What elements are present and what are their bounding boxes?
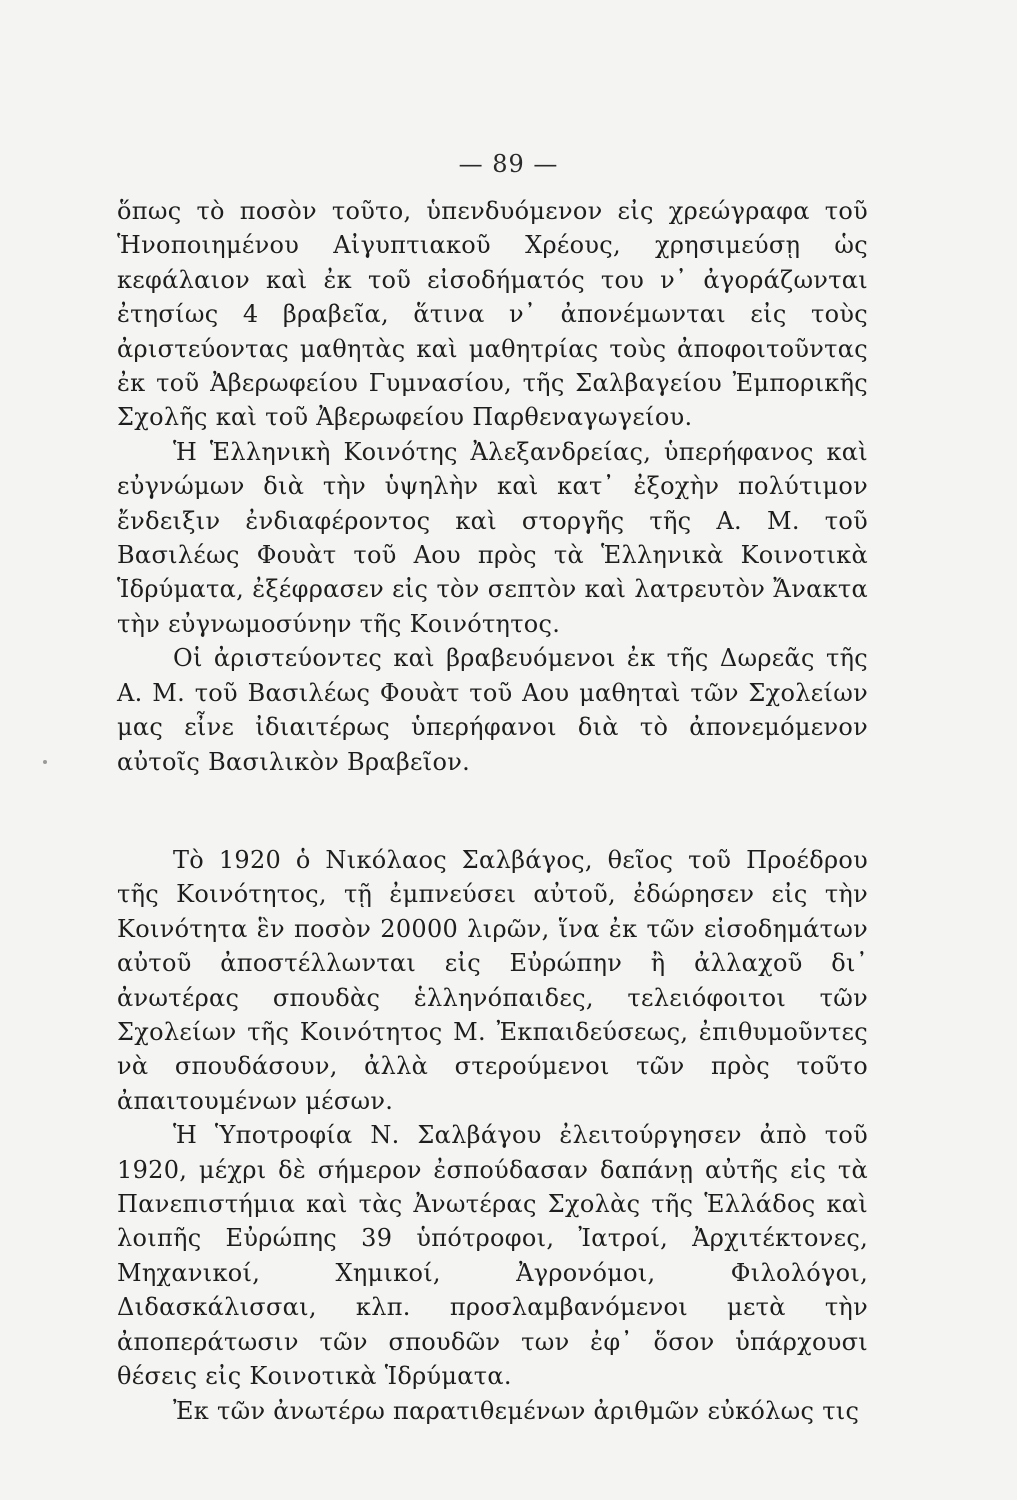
page-number: — 89 — — [458, 150, 559, 178]
paragraph: Ἐκ τῶν ἀνωτέρω παρατιθεμένων ἀριθμῶν εὐκόλως τις — [173, 1396, 860, 1425]
paragraph: Οἱ ἀριστεύοντες καὶ βραβευόμενοι ἐκ τῆς Δωρεᾶς τῆς Α. Μ. τοῦ Βασιλέως Φουὰτ τοῦ Αου μαθηταὶ τῶν Σχολείων μας εἶνε ἰδιαιτέρως ὑπερήφανοι διὰ τὸ ἀπονεμόμενον αὐτοῖς Βασιλικὸν Βραβεῖον. — [117, 644, 868, 776]
text-block-lower — [117, 843, 868, 1428]
paragraph: Ἡ Ἑλληνικὴ Κοινότης Ἀλεξανδρείας, ὑπερήφανος καὶ εὐγνώμων διὰ τὴν ὑψηλὴν καὶ κατ᾽ ἐξοχὴν πολύτιμον ἔνδειξιν ἐνδιαφέροντος καὶ στοργῆς τῆς Α. Μ. τοῦ Βασιλέως Φουὰτ τοῦ Αου πρὸς τὰ Ἑλληνικὰ Κοινοτικὰ Ἱδρύματα, ἐξέφρασεν εἰς τὸν σεπτὸν καὶ λατρευτὸν Ἄνακτα τὴν εὐγνωμοσύνην τῆς Κοινότητος. — [117, 437, 868, 638]
paragraph: Τὸ 1920 ὁ Νικόλαος Σαλβάγος, θεῖος τοῦ Προέδρου τῆς Κοινότητος, τῇ ἐμπνεύσει αὐτοῦ, ἐδώρησεν εἰς τὴν Κοινότητα ἓν ποσὸν 20000 λιρῶν, ἵνα ἐκ τῶν εἰσοδημάτων αὐτοῦ ἀποστέλλωνται εἰς Εὐρώπην ἢ ἀλλαχοῦ δι᾽ ἀνωτέρας σπουδὰς ἑλληνόπαιδες, τελειόφοιτοι τῶν Σχολείων τῆς Κοινότητος Μ. Ἐκπαιδεύσεως, ἐπιθυμοῦντες νὰ σπουδάσουν, ἀλλὰ στερούμενοι τῶν πρὸς τοῦτο ἀπαιτουμένων μέσων. — [117, 846, 868, 1115]
margin-dot — [43, 760, 47, 764]
text-block-upper — [117, 194, 868, 779]
paragraph-continuation: ὅπως τὸ ποσὸν τοῦτο, ὑπενδυόμενον εἰς χρεώγραφα τοῦ Ἡνοποιημένου Αἰγυπτιακοῦ Χρέους, χρησιμεύσῃ ὡς κεφάλαιον καὶ ἐκ τοῦ εἰσοδήματός του ν᾽ ἀγοράζωνται ἐτησίως 4 βραβεῖα, ἅτινα ν᾽ ἀπονέμωνται εἰς τοὺς ἀριστεύοντας μαθητὰς καὶ μαθητρίας τοὺς ἀποφοιτοῦντας ἐκ τοῦ Ἀβερωφείου Γυμνασίου, τῆς Σαλβαγείου Ἐμπορικῆς Σχολῆς καὶ τοῦ Ἀβερωφείου Παρθεναγωγείου. — [117, 197, 868, 432]
paragraph: Ἡ Ὑποτροφία Ν. Σαλβάγου ἐλειτούργησεν ἀπὸ τοῦ 1920, μέχρι δὲ σήμερον ἐσπούδασαν δαπάνῃ αὐτῆς εἰς τὰ Πανεπιστήμια καὶ τὰς Ἀνωτέρας Σχολὰς τῆς Ἑλλάδος καὶ λοιπῆς Εὐρώπης 39 ὑπότροφοι, Ἰατροί, Ἀρχιτέκτονες, Μηχανικοί, Χημικοί, Ἀγρονόμοι, Φιλολόγοι, Διδασκάλισσαι, κλπ. προσλαμβανόμενοι μετὰ τὴν ἀποπεράτωσιν τῶν σπουδῶν των ἐφ᾽ ὅσον ὑπάρχουσι θέσεις εἰς Κοινοτικὰ Ἱδρύματα. — [117, 1121, 868, 1391]
